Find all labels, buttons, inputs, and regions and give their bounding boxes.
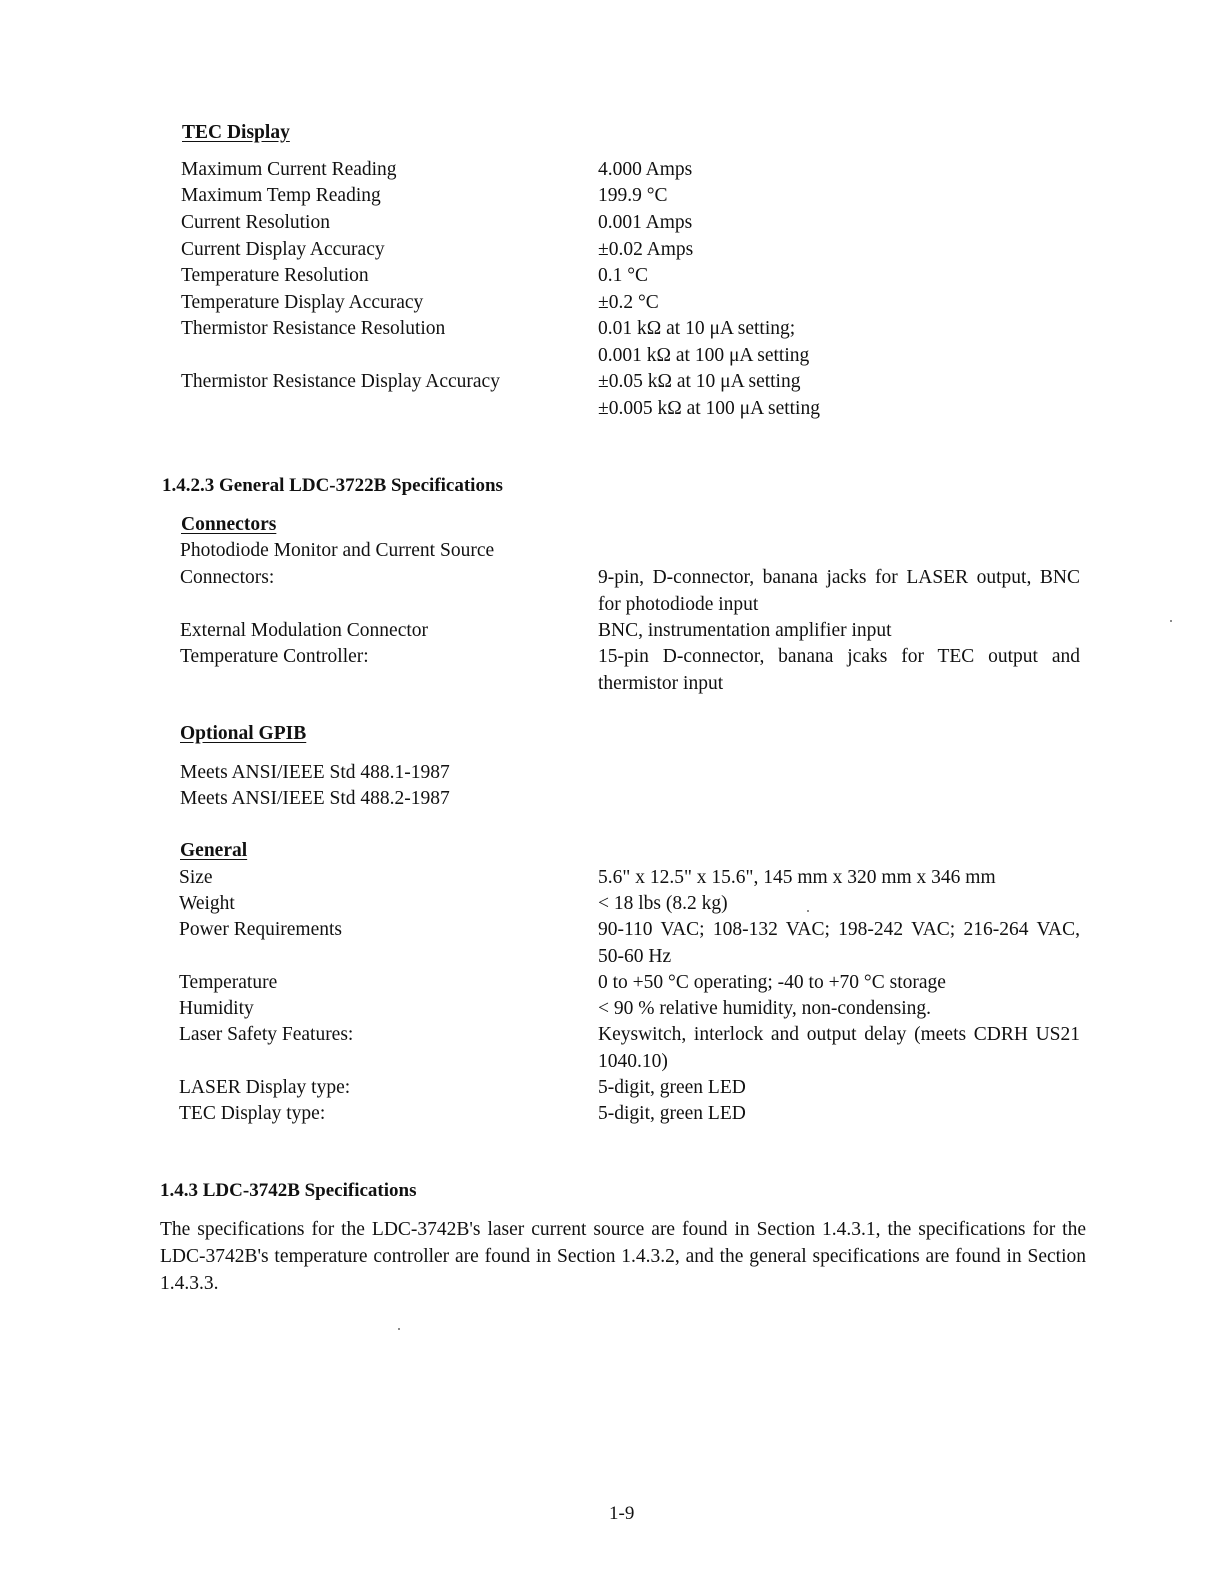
spec-label: Weight: [179, 893, 235, 914]
spec-value: 5.6" x 12.5" x 15.6", 145 mm x 320 mm x 346 mm: [598, 867, 996, 888]
spec-label: Thermistor Resistance Resolution: [181, 318, 446, 339]
spec-value: 9-pin, D-connector, banana jacks for LASER output, BNC for photodiode input: [598, 567, 1080, 615]
page-number: 1-9: [609, 1503, 635, 1524]
spec-value: < 18 lbs (8.2 kg): [598, 893, 728, 914]
spec-value: 0.1 °C: [598, 265, 649, 286]
spec-label: Maximum Current Reading: [181, 159, 397, 180]
spec-value: 90-110 VAC; 108-132 VAC; 198-242 VAC; 216-264 VAC, 50-60 Hz: [598, 919, 1080, 967]
scan-speck: [398, 1328, 400, 1330]
gpib-heading: Optional GPIB: [180, 723, 307, 744]
spec-label: Size: [179, 867, 213, 888]
section-title-143: 1.4.3 LDC-3742B Specifications: [160, 1180, 417, 1201]
general-heading: General: [180, 840, 248, 861]
gpib-line: Meets ANSI/IEEE Std 488.2-1987: [180, 788, 450, 809]
spec-label: Current Resolution: [181, 212, 330, 233]
spec-label: Humidity: [179, 998, 254, 1019]
spec-value: 0.01 kΩ at 10 μA setting;: [598, 318, 796, 339]
gpib-line: Meets ANSI/IEEE Std 488.1-1987: [180, 762, 450, 783]
spec-value-continued: ±0.005 kΩ at 100 μA setting: [598, 398, 820, 419]
spec-label: Temperature: [179, 972, 278, 993]
connectors-heading: Connectors: [181, 514, 277, 535]
spec-label: LASER Display type:: [179, 1077, 351, 1098]
spec-label: Current Display Accuracy: [181, 239, 385, 260]
spec-label: Power Requirements: [179, 919, 343, 940]
spec-label: Photodiode Monitor and Current Source: [180, 540, 495, 561]
spec-label: Thermistor Resistance Display Accuracy: [181, 371, 500, 392]
spec-label: TEC Display type:: [179, 1103, 326, 1124]
spec-label: Temperature Display Accuracy: [181, 292, 424, 313]
spec-value: < 90 % relative humidity, non-condensing.: [598, 998, 932, 1019]
spec-value: 4.000 Amps: [598, 159, 693, 180]
spec-label: Maximum Temp Reading: [181, 185, 381, 206]
section-143-paragraph: The specifications for the LDC-3742B's laser current source are found in Section 1.4.3.1, the specifications for the LDC-3742B's temperature controller are found in Section 1.4.3.2, and the general specifications are found in Section 1.4.3.3.: [160, 1219, 1086, 1294]
spec-value: 0 to +50 °C operating; -40 to +70 °C storage: [598, 972, 946, 993]
spec-value: 199.9 °C: [598, 185, 668, 206]
spec-value: 15-pin D-connector, banana jcaks for TEC output and thermistor input: [598, 646, 1080, 694]
spec-value: Keyswitch, interlock and output delay (meets CDRH US21 1040.10): [598, 1024, 1080, 1072]
spec-value: 5-digit, green LED: [598, 1077, 746, 1098]
spec-label: Connectors:: [180, 567, 275, 588]
spec-value: ±0.05 kΩ at 10 μA setting: [598, 371, 801, 392]
spec-value: ±0.02 Amps: [598, 239, 694, 260]
scan-speck: [1170, 620, 1172, 622]
spec-value: 0.001 Amps: [598, 212, 693, 233]
scan-speck: [807, 910, 809, 912]
spec-label: Laser Safety Features:: [179, 1024, 354, 1045]
spec-value: BNC, instrumentation amplifier input: [598, 620, 892, 641]
spec-label: Temperature Controller:: [180, 646, 369, 667]
tec-display-heading: TEC Display: [182, 122, 290, 143]
section-title-1423: 1.4.2.3 General LDC-3722B Specifications: [162, 475, 503, 496]
spec-value: ±0.2 °C: [598, 292, 659, 313]
spec-value-continued: 0.001 kΩ at 100 μA setting: [598, 345, 810, 366]
spec-value: 5-digit, green LED: [598, 1103, 746, 1124]
spec-label: Temperature Resolution: [181, 265, 369, 286]
spec-label: External Modulation Connector: [180, 620, 429, 641]
